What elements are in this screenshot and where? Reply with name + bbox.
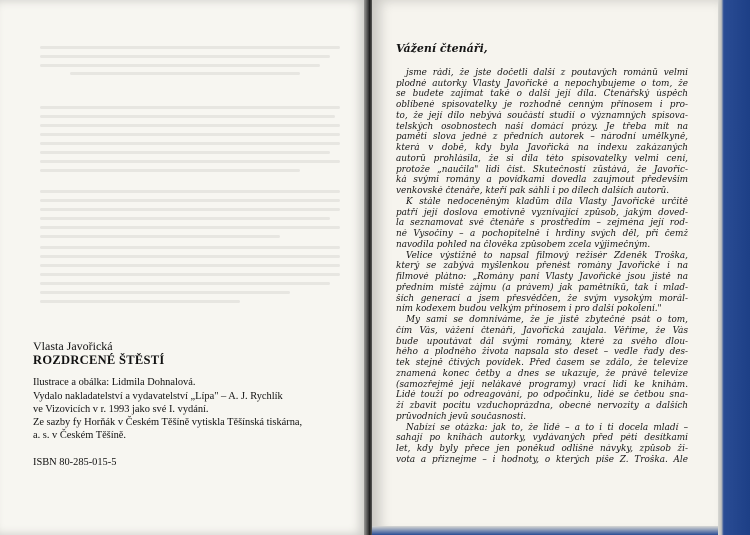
ghost-line — [40, 115, 335, 118]
text-line: ších generací a jsem přesvědčen, že svým vysokým morál- — [396, 293, 688, 304]
text-line: My sami se domníváme, že je jistě zbytečné psát o tom, — [406, 315, 688, 325]
cover-edge — [718, 0, 750, 535]
ghost-line — [40, 55, 330, 58]
ghost-line — [40, 255, 340, 258]
show-through-text — [0, 0, 366, 340]
ghost-line — [40, 282, 330, 285]
ghost-line — [40, 264, 340, 267]
ghost-line — [40, 64, 320, 67]
text-line: čím Vás, vážení čtenáři, Javořická zaujala. Věříme, že Vás — [396, 325, 688, 336]
text-line: jsme rádi, že jste dočetli další z poutavých románů velmi — [406, 67, 688, 78]
text-line: plodné autorky Vlasty Javořické a nepochybujeme o tom, že — [396, 78, 688, 89]
book-author: Vlasta Javořická — [33, 339, 113, 353]
credit-line: a. s. v Českém Těšíně. — [33, 430, 127, 442]
text-line: paměti slova jedné z předních autorek – národní umělkyně, — [396, 132, 688, 143]
text-line: ním kodexem budou velkým přínosem i pro další pokolení." — [396, 304, 662, 315]
text-line: předním místě zájmu (a právem) jak pamětníků, tak i mlad- — [396, 282, 688, 293]
ghost-line — [40, 169, 300, 172]
ghost-line — [40, 133, 340, 136]
text-line: ká svými romány a povídkami dovedla zaujmout především — [396, 175, 688, 186]
isbn: ISBN 80-285-015-5 — [33, 457, 117, 469]
credit-line: Ze sazby fy Horňák v Českém Těšíně vytiskla Těšínská tiskárna, — [33, 417, 303, 429]
text-line: Lidé touží po odreagování, po odpočinku, lidé se četbou sna- — [396, 390, 688, 401]
imprint-block — [33, 340, 353, 470]
credit-line: Vydalo nakladatelství a vydavatelství „Lípa" – A. J. Rychlík — [33, 390, 283, 402]
book-title: ROZDRCENÉ ŠTĚSTÍ — [33, 353, 165, 368]
ghost-line — [40, 217, 330, 220]
ghost-line — [40, 273, 340, 276]
text-line: hého a plodného života napsala sto deset – vedle řady des- — [396, 347, 688, 358]
ghost-line — [40, 291, 290, 294]
text-line: se budete zajímat také o další její díla. Čtenářský úspěch — [396, 89, 688, 100]
text-line: oblíbené spisovatelky je rozhodně cenným přínosem i pro- — [396, 100, 688, 110]
text-line: znamená konec četby a dnes se ukazuje, že právě televize — [396, 368, 688, 379]
ghost-line — [40, 124, 340, 127]
credit-line: Ilustrace a obálka: Lidmila Dohnalová. — [33, 377, 196, 389]
text-line: la seznamovat své čtenáře s prostředím – zejména její rod- — [396, 218, 688, 229]
text-line: let, kdy byly přece jen poněkud odlišné návyky, způsob ži- — [396, 444, 688, 454]
credits — [33, 376, 353, 442]
ghost-line — [40, 142, 340, 145]
cover-edge-bottom — [372, 526, 718, 535]
text-line: to, že její dílo nebývá součástí studií o významných spisova- — [396, 110, 688, 121]
text-line: (samozřejmě její nelákavé programy) vrací lidi ke knihám. — [396, 379, 688, 390]
afterword-lines — [396, 68, 688, 466]
text-line: ží zbavit pocitu vzduchoprázdna, obecné nervozity a dalších — [396, 401, 688, 411]
text-line: autorů prohlásila, že si díla této spisovatelky velmi cení, — [396, 153, 688, 164]
text-line: né Vysočiny – a pochopitelně i hrdiny svých děl, při čemž — [396, 229, 688, 239]
text-line: protože „naučila" lidi číst. Skutečností zůstává, že Javořic- — [396, 164, 688, 175]
text-line: navodila pohled na člověka způsobem zcela výjimečným. — [396, 239, 651, 250]
text-line: patří její doslova emotivně vyznívající způsob, jakým doved- — [396, 207, 688, 218]
afterword-heading: Vážení čtenáři, — [396, 42, 488, 55]
text-line: Velice výstižně to napsal filmový režisér Zdeněk Troška, — [406, 250, 688, 261]
ghost-line — [40, 46, 340, 49]
ghost-line — [40, 208, 340, 211]
ghost-line — [40, 226, 340, 229]
text-line: tek stejně čtivých povídek. Před časem se zdálo, že televize — [396, 358, 688, 368]
text-line: sahají po knihách autorky, vydávaných před péti desítkami — [396, 433, 688, 444]
text-line: která v době, kdy byla Javořická na indexu zakázaných — [396, 143, 688, 153]
ghost-line — [70, 72, 300, 75]
text-line: který se zabývá myšlenkou přenést romány Javořické i na — [396, 261, 688, 272]
text-line: průvodních jevů současnosti. — [396, 411, 527, 422]
text-line: filmové plátno: „Romány paní Vlasty Javořické jsou jistě na — [396, 272, 688, 282]
ghost-line — [40, 246, 340, 249]
text-line: vota a přiznejme – i hodnoty, o kterých píše Z. Troška. Ale — [396, 454, 688, 465]
text-line: K stále nedoceněným kladům díla Vlasty Javořické určitě — [406, 196, 688, 207]
ghost-line — [40, 235, 280, 238]
ghost-line — [40, 190, 340, 193]
text-line: bude upoutávat dál svými romány, které za svého dlou- — [396, 336, 688, 347]
credit-line: ve Vizovicích v r. 1993 jako své I. vydání. — [33, 403, 209, 415]
ghost-line — [40, 300, 240, 303]
ghost-line — [40, 199, 340, 202]
text-line: telských osobnostech naší domácí prózy. Je třeba mít na — [396, 121, 688, 132]
afterword-text — [396, 44, 688, 466]
ghost-line — [40, 151, 330, 154]
ghost-line — [40, 160, 340, 163]
ghost-line — [40, 106, 340, 109]
text-line: venkovské čtenáře, kteří pak sáhli i po dílech dalších autorů. — [396, 186, 670, 196]
text-line: Nabízí se otázka: jak to, že lidé – a to i ti docela mladí – — [406, 422, 688, 433]
